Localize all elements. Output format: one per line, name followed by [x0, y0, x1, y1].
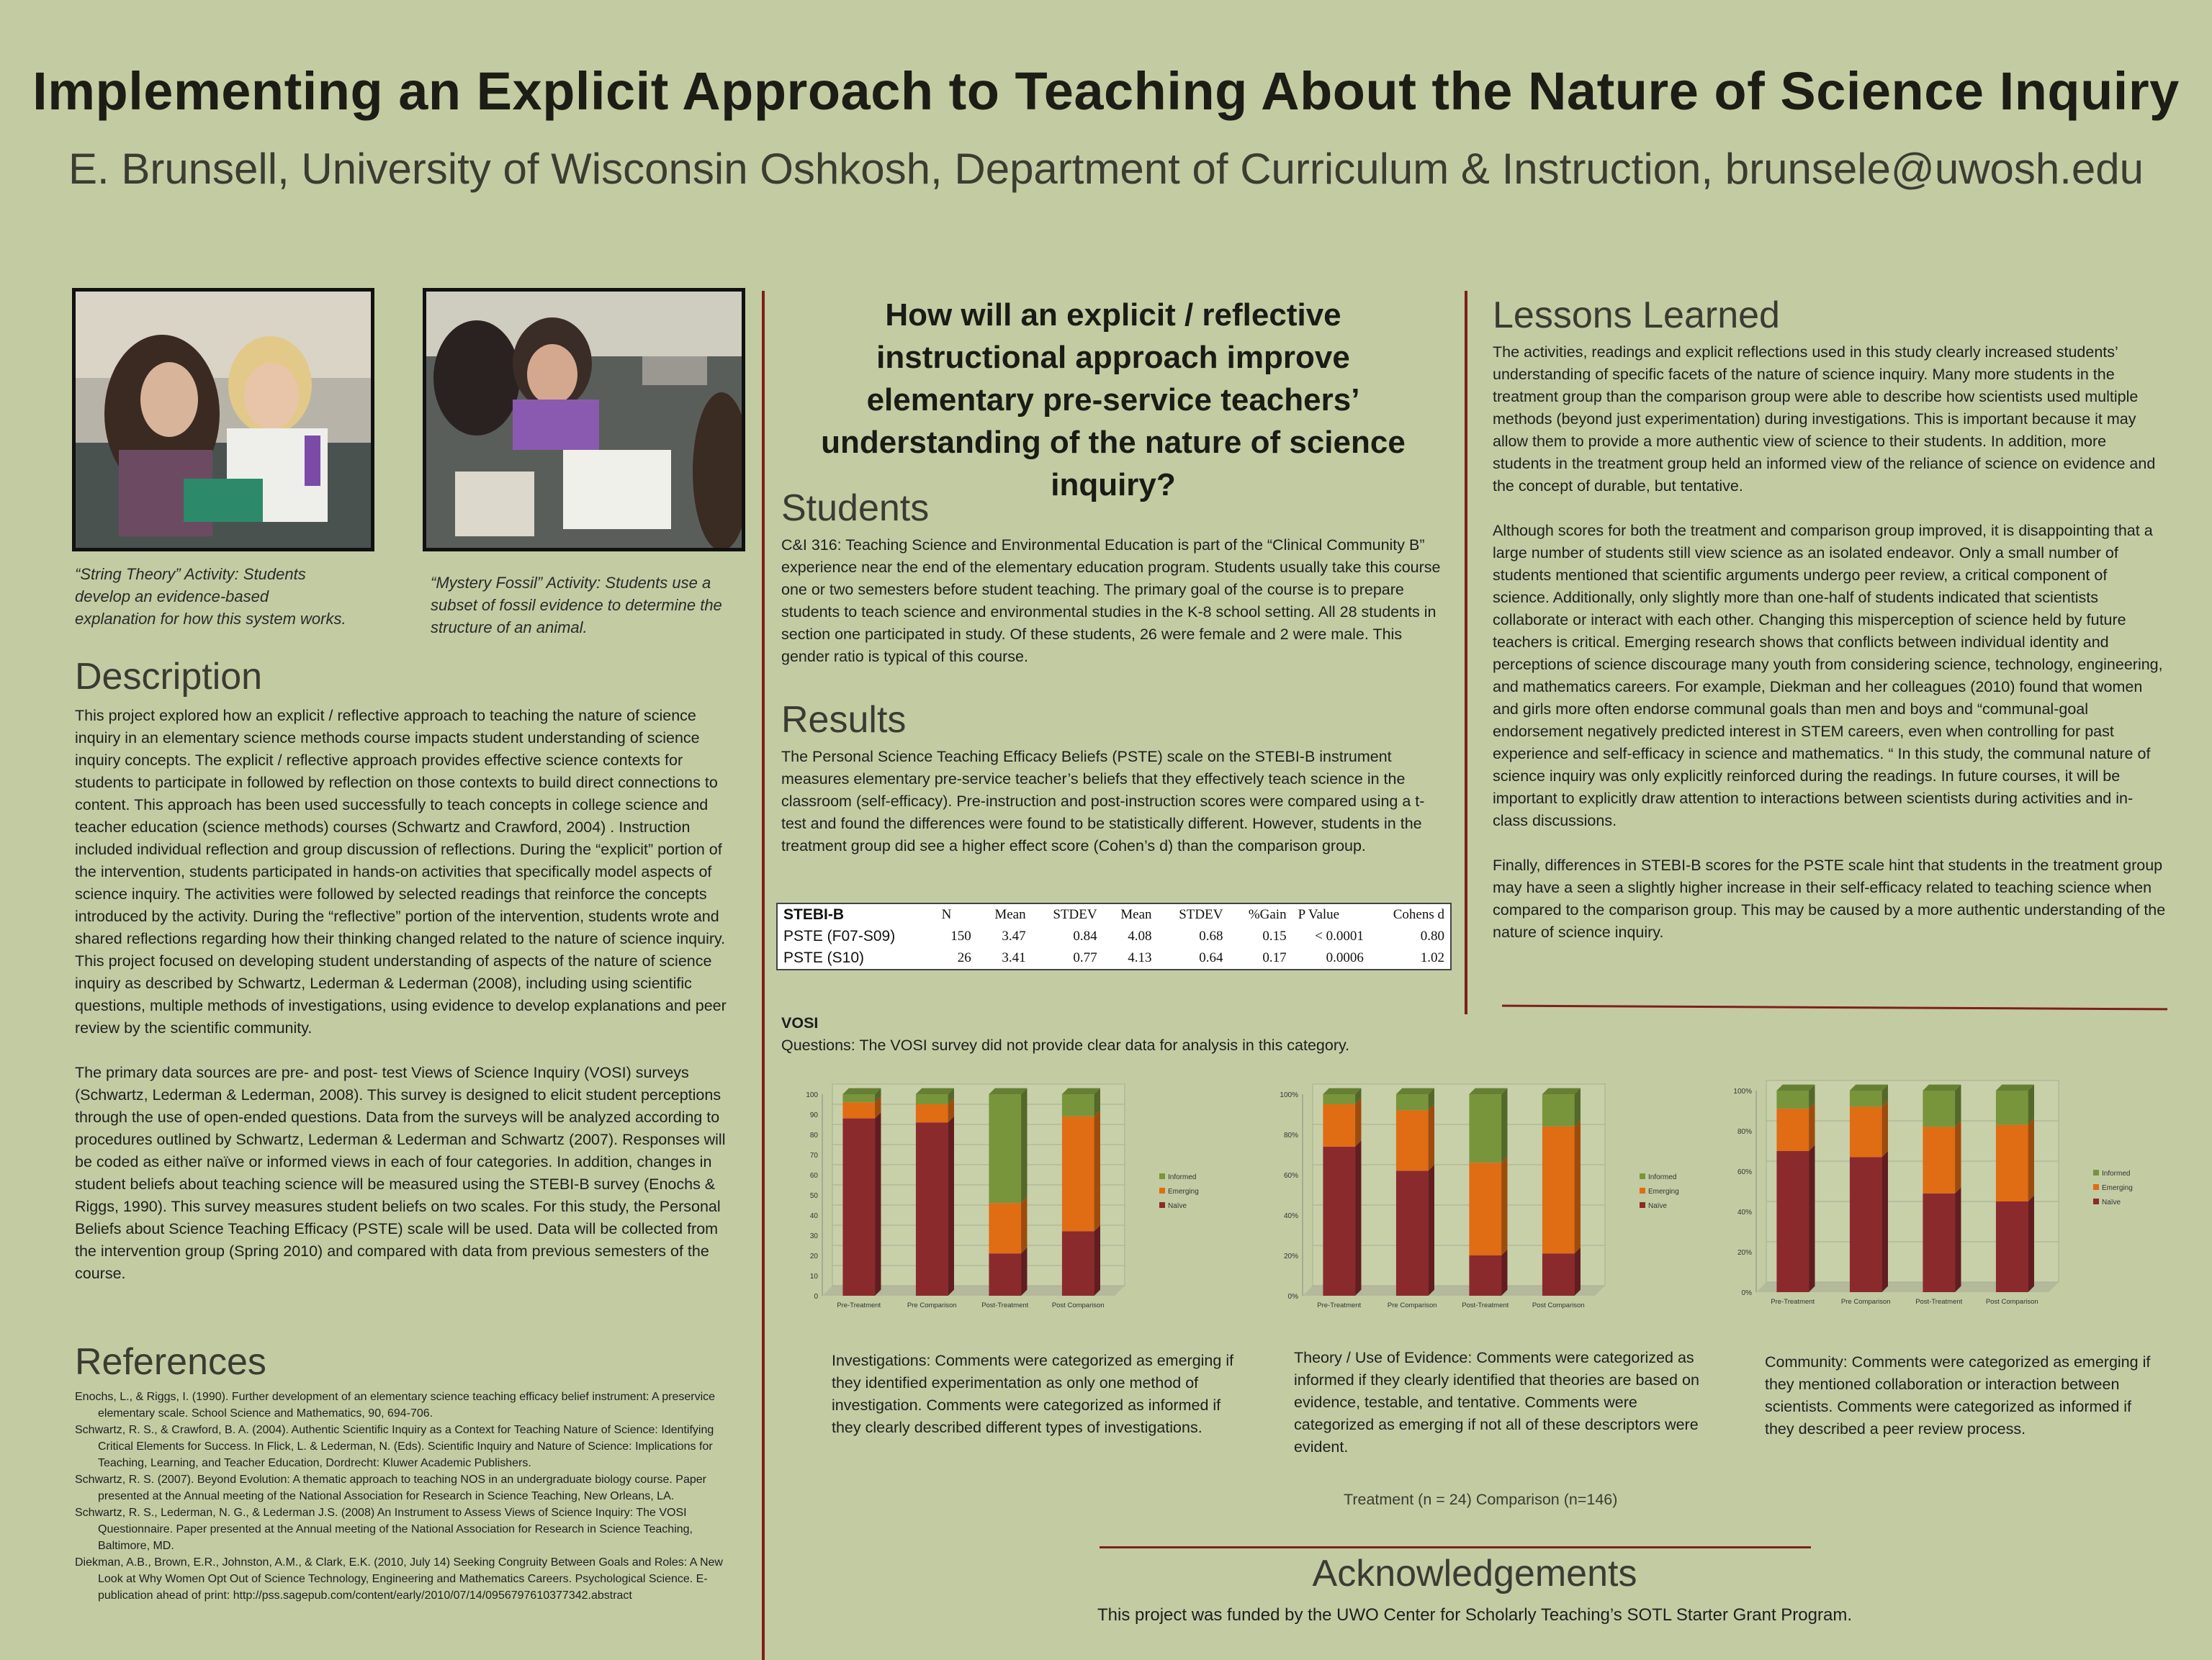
lessons-heading: Lessons Learned	[1493, 294, 1780, 336]
table-cell: 0.15	[1262, 929, 1287, 944]
x-tick-label: Post Comparison	[1985, 1298, 2038, 1306]
table-cell: 0.64	[1199, 950, 1223, 965]
bar-segment-informed	[989, 1094, 1021, 1203]
acknowledgements-text: This project was funded by the UWO Center for Scholarly Teaching’s SOTL Starter Grant Program.	[1097, 1605, 1852, 1625]
bar-segment-emerging	[989, 1203, 1021, 1253]
bar-segment-emerging	[1542, 1127, 1575, 1253]
mystery-fossil-image	[426, 292, 742, 548]
bar-side-emerging	[1882, 1101, 1888, 1157]
bar-side-emerging	[1501, 1157, 1507, 1255]
reference-item: Schwartz, R. S. (2007). Beyond Evolution: A thematic approach to teaching NOS in an undergraduate biology course. Paper presented at the Annual meeting of the National Association for Research in Science Teaching, New Orleans, LA.	[75, 1474, 706, 1502]
y-tick-label: 40%	[1737, 1209, 1752, 1217]
bar-segment-naïve	[1776, 1151, 1809, 1292]
y-tick-label: 0	[814, 1293, 818, 1301]
bar-top	[989, 1088, 1027, 1094]
y-tick-label: 20	[809, 1253, 818, 1260]
column-divider-left	[762, 291, 765, 1660]
table-cell: 0.17	[1262, 950, 1287, 965]
table-header: Mean	[1120, 907, 1152, 922]
bar-side-emerging	[1575, 1120, 1581, 1253]
bar-side-naïve	[1575, 1248, 1581, 1296]
references-list	[75, 1389, 741, 1604]
bar-segment-informed	[1323, 1094, 1355, 1104]
bar-top	[1396, 1088, 1434, 1094]
bar-segment-naïve	[1323, 1147, 1355, 1296]
table-cell: < 0.0001	[1315, 929, 1364, 944]
legend-label: Emerging	[1168, 1188, 1199, 1196]
bar-segment-emerging	[1396, 1110, 1429, 1170]
legend-swatch	[1640, 1173, 1645, 1179]
table-cell: 0.68	[1199, 929, 1223, 944]
mystery-fossil-photo	[423, 288, 745, 551]
table-cell: 0.0006	[1326, 950, 1364, 965]
y-tick-label: 20%	[1737, 1249, 1752, 1257]
legend-label: Naïve	[1168, 1202, 1187, 1210]
bar-segment-informed	[1396, 1094, 1429, 1110]
x-tick-label: Pre-Treatment	[837, 1302, 881, 1309]
bar-segment-informed	[1923, 1091, 1955, 1127]
table-cell: 4.13	[1128, 950, 1152, 965]
bar-side-naïve	[1882, 1151, 1888, 1292]
legend-swatch	[1159, 1202, 1165, 1208]
community-caption: Community: Comments were categorized as emerging if they mentioned collaboration or interaction between scientists. Comments were categorized as informed if they described a peer review process.	[1765, 1353, 2151, 1438]
research-question: How will an explicit / reflective instructional approach improve elementary pre-service teachers’ understanding of the nature of science inquiry?	[821, 297, 1406, 502]
bar-side-informed	[1021, 1088, 1027, 1204]
bar-segment-naïve	[1996, 1201, 2028, 1292]
table-header: Mean	[994, 907, 1026, 922]
table-cell: 0.84	[1073, 929, 1097, 944]
y-tick-label: 100%	[1733, 1088, 1752, 1096]
bar-segment-emerging	[916, 1104, 948, 1122]
lessons-paragraph-2: Although scores for both the treatment and comparison group improved, it is disappointing that a large number of students still view science as an isolated endeavor. Only a small number of students mentioned that scientific arguments undergo peer review, a critical component of science. Additionally, only slightly more than one-half of students indicated that scientists collaborate or interact with each other. Changing this misperception of science held by future teachers is critical. Emerging research shows that conflicts between individual identity and perceptions of science discourage many youth from considering science, technology, engineering, and mathematics careers. For example, Diekman and her colleagues (2010) found that women and girls more often endorse communal goals than men and boys and “communal-goal endorsement negatively predicted interest in STEM careers, even when controlling for past experience and self-efficacy in science and mathematics. “ In this study, the communal nature of science inquiry was only explicitly reinforced during the readings. In future courses, it will be important to explicitly draw attention to interactions between scientists during activities and in-class discussions.	[1493, 522, 2163, 829]
bar-segment-emerging	[1469, 1163, 1501, 1255]
reference-item: Schwartz, R. S., & Crawford, B. A. (2004). Authentic Scientific Inquiry as a Context for Teaching Nature of Science: Identifying Critical Elements for Success. In Flick, L. & Lederman, N. (Eds). Scientific Inquiry and Nature of Science: Implications for Teaching, Learning, and Teacher Education, Dordrecht: Kluwer Academic Publishers.	[75, 1424, 714, 1469]
results-body: The Personal Science Teaching Efficacy Beliefs (PSTE) scale on the STEBI-B instrument measures elementary pre-service teacher’s beliefs that they effectively teach science in the classroom (self-efficacy). Pre-instruction and post-instruction scores were compared using a t-test and found the differences were found to be statistically different. However, students in the treatment group did see a higher effect score (Cohen’s d) than the comparison group.	[781, 748, 1425, 854]
bar-top	[1923, 1085, 1961, 1091]
x-tick-label: Post Comparison	[1532, 1302, 1585, 1309]
bar-side-informed	[1955, 1085, 1961, 1127]
y-tick-label: 10	[809, 1273, 818, 1281]
legend-swatch	[2093, 1199, 2099, 1204]
bar-side-emerging	[2028, 1119, 2034, 1201]
bar-side-emerging	[1429, 1104, 1434, 1170]
x-tick-label: Pre-Treatment	[1771, 1298, 1815, 1306]
y-tick-label: 80%	[1737, 1128, 1752, 1136]
bar-segment-emerging	[1850, 1106, 1882, 1157]
theory-evidence-caption: Theory / Use of Evidence: Comments were categorized as informed if they clearly identified that theories are based on evidence, testable, and tentative. Comments were categorized as emerging if not all of these descriptors were evident.	[1294, 1349, 1699, 1456]
vosi-questions-text: Questions: The VOSI survey did not provide clear data for analysis in this category.	[781, 1037, 1350, 1054]
y-tick-label: 60%	[1737, 1168, 1752, 1176]
y-tick-label: 60	[809, 1172, 818, 1180]
bar-side-naïve	[875, 1112, 881, 1296]
y-tick-label: 70	[809, 1152, 818, 1160]
legend-label: Informed	[2102, 1170, 2131, 1178]
table-header: N	[941, 907, 952, 922]
table-row	[777, 926, 1451, 947]
legend-label: Informed	[1168, 1173, 1197, 1181]
y-tick-label: 60%	[1283, 1172, 1298, 1180]
bar-segment-naïve	[1469, 1255, 1501, 1296]
table-cell: 26	[957, 950, 971, 965]
legend-label: Naïve	[2102, 1199, 2121, 1206]
poster-authors: E. Brunsell, University of Wisconsin Oshkosh, Department of Curriculum & Instruction, brunsele@uwosh.edu	[68, 145, 2144, 193]
x-tick-label: Pre Comparison	[907, 1302, 957, 1309]
lessons-paragraph-1: The activities, readings and explicit reflections used in this study clearly increased students’ understanding of specific facets of the nature of science inquiry. Many more students in the treatment group than the comparison group were able to describe how scientists used multiple methods (beyond just experimentation) during investigations. This is important because it may allow them to provide a more authentic view of science to their students. In addition, more students in the treatment group held an informed view of the reliance of science on evidence and the concept of durable, but tentative.	[1493, 343, 2156, 495]
bar-segment-naïve	[1923, 1194, 1955, 1292]
poster-title: Implementing an Explicit Approach to Teaching About the Nature of Science Inquiry	[32, 61, 2180, 121]
y-tick-label: 30	[809, 1232, 818, 1240]
bar-top	[1776, 1085, 1815, 1091]
bar-side-informed	[1501, 1088, 1507, 1163]
bar-top	[1323, 1088, 1361, 1094]
bar-segment-informed	[1542, 1094, 1575, 1127]
bar-segment-naïve	[989, 1253, 1021, 1296]
table-cell: PSTE (S10)	[783, 949, 865, 966]
description-paragraph-2: The primary data sources are pre- and post- test Views of Science Inquiry (VOSI) surveys (Schwartz, Lederman & Lederman, 2008). This survey is designed to elicit student perceptions through the use of open-ended questions. Data from the surveys will be analyzed according to procedures outlined by Schwartz, Lederman & Lederman and Schwartz (2007). Responses will be coded as either naïve or informed views in each of four categories. In addition, changes in student beliefs about teaching science will be measured using the STEBI-B survey (Enochs & Riggs, 1990). This survey measures student beliefs on two scales. For this study, the Personal Beliefs about Science Teaching Efficacy (PSTE) scale will be used. Data will be collected from the intervention group (Spring 2010) and compared with data from previous semesters of the course.	[75, 1064, 726, 1282]
bar-side-informed	[2028, 1085, 2034, 1125]
legend-label: Emerging	[2102, 1184, 2133, 1192]
bar-segment-informed	[1776, 1091, 1809, 1109]
bar-segment-emerging	[1062, 1117, 1094, 1232]
bar-side-emerging	[1955, 1121, 1961, 1194]
y-tick-label: 40	[809, 1212, 818, 1220]
acknowledgements-divider	[1100, 1546, 1811, 1548]
bar-side-emerging	[1355, 1099, 1361, 1147]
y-tick-label: 80	[809, 1132, 818, 1140]
bar-segment-informed	[1469, 1094, 1501, 1163]
bar-segment-naïve	[842, 1119, 875, 1296]
legend-swatch	[1640, 1202, 1645, 1208]
description-body	[75, 705, 737, 1307]
bar-side-informed	[1575, 1088, 1581, 1127]
description-paragraph-1: This project explored how an explicit / reflective approach to teaching the nature of science inquiry in an elementary science methods course impacts student understanding of science inquiry concepts. The explicit / reflective approach provides effective science contexts for students to participate in followed by reflection on those contexts to build direct connections to content. This approach has been used successfully to teach concepts in college science and teacher education (science methods) courses (Schwartz and Crawford, 2004) . Instruction included individual reflection and group discussion of reflections. During the “explicit” portion of the intervention, students participated in hands-on activities that specifically model aspects of science inquiry. The activities were followed by selected readings that reinforce the concepts introduced by the activity. During the “reflective” portion of the intervention, students wrote and shared reflections regarding how their thinking changed related to the nature of science inquiry. This project focused on developing student understanding of aspects of the nature of science inquiry as described by Schwartz, Lederman & Lederman (2008), including using scientific questions, multiple methods of investigations, using evidence to develop explanations and peer review by the scientific community.	[75, 707, 727, 1037]
results-heading: Results	[781, 699, 907, 741]
y-tick-label: 50	[809, 1192, 818, 1200]
y-tick-label: 40%	[1283, 1212, 1298, 1220]
legend-label: Emerging	[1648, 1188, 1679, 1196]
table-cell: 4.08	[1128, 929, 1152, 944]
bar-side-naïve	[1094, 1225, 1100, 1296]
x-tick-label: Pre-Treatment	[1317, 1302, 1362, 1309]
sample-size-note: Treatment (n = 24) Comparison (n=146)	[1344, 1491, 1618, 1508]
description-heading: Description	[75, 656, 263, 698]
legend-swatch	[1159, 1188, 1165, 1194]
table-header: STDEV	[1053, 907, 1097, 922]
x-tick-label: Post-Treatment	[1915, 1298, 1963, 1306]
lessons-divider	[1502, 1005, 2167, 1011]
lessons-body	[1493, 341, 2166, 966]
bar-top	[916, 1088, 954, 1094]
bar-side-emerging	[1094, 1110, 1100, 1231]
bar-segment-naïve	[1396, 1170, 1429, 1296]
bar-top	[1062, 1088, 1100, 1094]
table-cell: 0.80	[1420, 929, 1444, 944]
reference-item: Enochs, L., & Riggs, I. (1990). Further development of an elementary science teaching efficacy belief instrument: A preservice elementary scale. School Science and Mathematics, 90, 694-706.	[75, 1391, 716, 1420]
y-tick-label: 100%	[1280, 1091, 1298, 1099]
y-tick-label: 20%	[1283, 1253, 1298, 1260]
bar-side-naïve	[1021, 1248, 1027, 1296]
theory-evidence-chart	[1278, 1080, 1703, 1321]
community-chart	[1732, 1076, 2193, 1317]
table-cell: 0.77	[1073, 950, 1097, 965]
legend-label: Naïve	[1648, 1202, 1668, 1210]
bar-side-naïve	[2028, 1196, 2034, 1292]
legend-swatch	[2093, 1184, 2099, 1190]
mystery-fossil-caption: “Mystery Fossil” Activity: Students use a subset of fossil evidence to determine the structure of an animal.	[431, 574, 722, 636]
table-header: P Value	[1298, 907, 1340, 922]
string-theory-photo	[72, 288, 374, 551]
bar-segment-emerging	[1923, 1127, 1955, 1193]
x-tick-label: Post Comparison	[1051, 1302, 1105, 1309]
string-theory-caption: “String Theory” Activity: Students develop an evidence-based explanation for how this system works.	[75, 565, 346, 628]
lessons-paragraph-3: Finally, differences in STEBI-B scores for the PSTE scale hint that students in the treatment group may have a seen a slightly higher increase in their self-efficacy related to teaching science when compared to the comparison group. This may be caused by a more authentic understanding of the nature of science inquiry.	[1493, 857, 2166, 941]
table-row	[777, 947, 1451, 970]
bar-side-naïve	[1429, 1165, 1434, 1296]
bar-segment-emerging	[1776, 1109, 1809, 1151]
legend-label: Informed	[1648, 1173, 1677, 1181]
bar-segment-informed	[842, 1094, 875, 1102]
table-cell: 1.02	[1420, 950, 1444, 965]
bar-segment-informed	[1850, 1091, 1882, 1106]
bar-segment-naïve	[1850, 1157, 1882, 1292]
table-cell: PSTE (F07-S09)	[783, 928, 896, 944]
stebi-table	[776, 903, 1452, 970]
students-body: C&I 316: Teaching Science and Environmental Education is part of the “Clinical Community B” experience near the end of the elementary education program. Students usually take this course one or two semesters before student teaching. The primary goal of the course is to prepare students to teach science and environmental studies in the K-8 school setting. All 28 students in section one participated in study. Of these students, 26 were female and 2 were male. This gender ratio is typical of this course.	[781, 536, 1441, 665]
bar-segment-emerging	[1996, 1125, 2028, 1201]
acknowledgements-heading: Acknowledgements	[1312, 1553, 1637, 1594]
bar-segment-emerging	[842, 1102, 875, 1118]
bar-side-naïve	[1809, 1145, 1815, 1292]
bar-side-naïve	[948, 1117, 954, 1296]
reference-item: Diekman, A.B., Brown, E.R., Johnston, A.M., & Clark, E.K. (2010, July 14) Seeking Congruity Between Goals and Roles: A New Look at Why Women Opt Out of Science Technology, Engineering and Mathematics Careers. Psychological Science. E-publication ahead of print: http://pss.sagepub.com/content/early/2010/07/14/0956797610377342.abstract	[75, 1556, 723, 1602]
bar-top	[1996, 1085, 2034, 1091]
investigations-chart	[798, 1080, 1223, 1317]
bar-top	[1850, 1085, 1888, 1091]
bar-top	[1469, 1088, 1507, 1094]
x-tick-label: Pre Comparison	[1387, 1302, 1437, 1309]
table-header: Cohens d	[1393, 907, 1444, 922]
bar-segment-naïve	[916, 1122, 948, 1296]
students-heading: Students	[781, 487, 930, 529]
table-header: STEBI-B	[783, 906, 844, 923]
bar-segment-informed	[916, 1094, 948, 1104]
legend-swatch	[1159, 1173, 1165, 1179]
x-tick-label: Post-Treatment	[981, 1302, 1029, 1309]
references-heading: References	[75, 1341, 266, 1383]
table-cell: 3.47	[1002, 929, 1026, 944]
bar-segment-informed	[1062, 1094, 1094, 1117]
table-header-row	[777, 903, 1451, 926]
bar-segment-naïve	[1542, 1253, 1575, 1296]
bar-segment-informed	[1996, 1091, 2028, 1125]
table-header: %Gain	[1248, 907, 1287, 922]
bar-side-naïve	[1355, 1140, 1361, 1296]
y-tick-label: 0%	[1741, 1289, 1752, 1297]
bar-segment-naïve	[1062, 1231, 1094, 1296]
x-tick-label: Post-Treatment	[1462, 1302, 1509, 1309]
bar-side-emerging	[1809, 1103, 1815, 1151]
table-header: STDEV	[1179, 907, 1223, 922]
y-tick-label: 100	[806, 1091, 818, 1099]
y-tick-label: 80%	[1283, 1132, 1298, 1140]
bar-top	[1542, 1088, 1581, 1094]
y-tick-label: 90	[809, 1111, 818, 1119]
bar-side-emerging	[1021, 1197, 1027, 1253]
bar-side-naïve	[1955, 1187, 1961, 1292]
reference-item: Schwartz, R. S., Lederman, N. G., & Lederman J.S. (2008) An Instrument to Assess Views of Science Inquiry: The VOSI Questionnaire. Paper presented at the Annual meeting of the National Association for Research in Science Teaching, Baltimore, MD.	[75, 1507, 693, 1552]
legend-swatch	[2093, 1170, 2099, 1176]
vosi-heading: VOSI	[781, 1014, 819, 1032]
y-tick-label: 0%	[1287, 1293, 1298, 1301]
legend-swatch	[1640, 1188, 1645, 1194]
bar-top	[842, 1088, 881, 1094]
x-tick-label: Pre Comparison	[1840, 1298, 1891, 1306]
string-theory-image	[76, 292, 371, 548]
table-cell: 3.41	[1002, 950, 1026, 965]
investigations-caption: Investigations: Comments were categorized as emerging if they identified experimentation as only one method of investigation. Comments were categorized as informed if they clearly described different types of investigations.	[832, 1352, 1234, 1436]
table-cell: 150	[950, 929, 971, 944]
column-divider-right	[1465, 291, 1467, 1014]
bar-segment-emerging	[1323, 1104, 1355, 1147]
bar-side-naïve	[1501, 1250, 1507, 1296]
